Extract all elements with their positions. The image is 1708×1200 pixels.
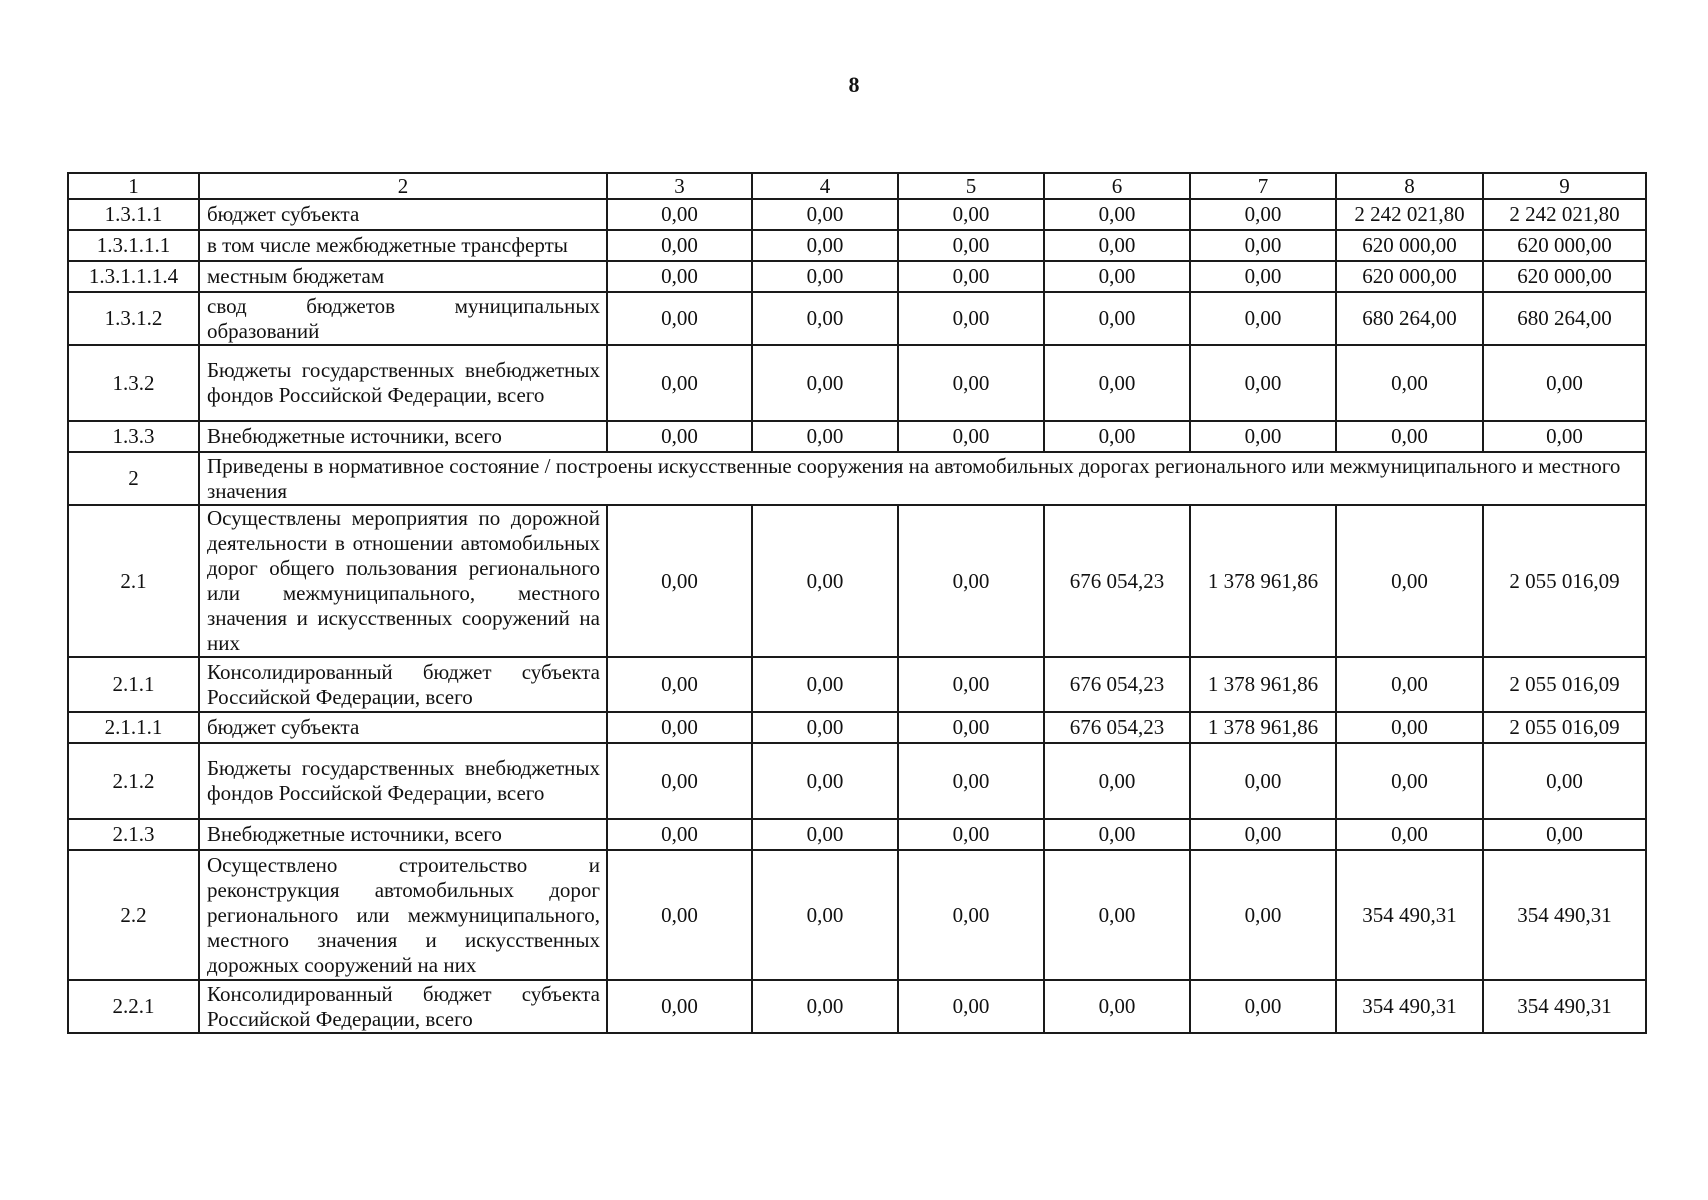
value-cell-col-5: 0,00 (898, 980, 1044, 1033)
value-cell-col-6: 0,00 (1044, 743, 1190, 819)
value-cell-col-8: 2 242 021,80 (1336, 199, 1483, 230)
row-description-cell: Бюджеты государственных внебюджетных фондов Российской Федерации, всего (199, 345, 607, 421)
value-cell-col-5: 0,00 (898, 712, 1044, 743)
table-row (68, 505, 1646, 657)
table-row (68, 199, 1646, 230)
value-cell-col-9: 2 055 016,09 (1483, 505, 1646, 657)
value-cell-col-3: 0,00 (607, 657, 752, 712)
table-row (68, 292, 1646, 345)
value-cell-col-5: 0,00 (898, 819, 1044, 850)
table-row (68, 421, 1646, 452)
value-cell-col-8: 620 000,00 (1336, 261, 1483, 292)
value-cell-col-9: 2 242 021,80 (1483, 199, 1646, 230)
row-description-cell: Консолидированный бюджет субъекта Российской Федерации, всего (199, 657, 607, 712)
value-cell-col-5: 0,00 (898, 261, 1044, 292)
value-cell-col-7: 0,00 (1190, 261, 1336, 292)
value-cell-col-5: 0,00 (898, 505, 1044, 657)
value-cell-col-6: 676 054,23 (1044, 505, 1190, 657)
value-cell-col-3: 0,00 (607, 261, 752, 292)
value-cell-col-9: 2 055 016,09 (1483, 712, 1646, 743)
value-cell-col-8: 680 264,00 (1336, 292, 1483, 345)
table-row (68, 345, 1646, 421)
value-cell-col-8: 0,00 (1336, 345, 1483, 421)
value-cell-col-6: 0,00 (1044, 261, 1190, 292)
table-row (68, 452, 1646, 505)
table-row (68, 712, 1646, 743)
value-cell-col-7: 1 378 961,86 (1190, 657, 1336, 712)
row-code-cell: 1.3.3 (68, 421, 199, 452)
value-cell-col-4: 0,00 (752, 819, 898, 850)
row-code-cell: 1.3.1.1.1.4 (68, 261, 199, 292)
value-cell-col-8: 0,00 (1336, 657, 1483, 712)
value-cell-col-7: 0,00 (1190, 850, 1336, 980)
value-cell-col-8: 354 490,31 (1336, 850, 1483, 980)
value-cell-col-8: 0,00 (1336, 712, 1483, 743)
value-cell-col-4: 0,00 (752, 743, 898, 819)
row-code-cell: 2.1.3 (68, 819, 199, 850)
value-cell-col-4: 0,00 (752, 230, 898, 261)
row-code-cell: 1.3.1.1 (68, 199, 199, 230)
value-cell-col-3: 0,00 (607, 345, 752, 421)
value-cell-col-9: 0,00 (1483, 421, 1646, 452)
table-row (68, 743, 1646, 819)
row-description-cell: Внебюджетные источники, всего (199, 421, 607, 452)
value-cell-col-6: 0,00 (1044, 230, 1190, 261)
table-row (68, 230, 1646, 261)
value-cell-col-9: 680 264,00 (1483, 292, 1646, 345)
value-cell-col-7: 0,00 (1190, 819, 1336, 850)
value-cell-col-4: 0,00 (752, 505, 898, 657)
value-cell-col-3: 0,00 (607, 199, 752, 230)
value-cell-col-6: 676 054,23 (1044, 712, 1190, 743)
table-row (68, 261, 1646, 292)
row-code-cell: 2.1.2 (68, 743, 199, 819)
value-cell-col-4: 0,00 (752, 421, 898, 452)
value-cell-col-6: 0,00 (1044, 980, 1190, 1033)
value-cell-col-6: 0,00 (1044, 345, 1190, 421)
value-cell-col-5: 0,00 (898, 292, 1044, 345)
value-cell-col-6: 676 054,23 (1044, 657, 1190, 712)
value-cell-col-9: 0,00 (1483, 743, 1646, 819)
value-cell-col-5: 0,00 (898, 199, 1044, 230)
header-cell: 6 (1044, 173, 1190, 199)
row-description-cell: Консолидированный бюджет субъекта Российской Федерации, всего (199, 980, 607, 1033)
table-row (68, 819, 1646, 850)
value-cell-col-4: 0,00 (752, 345, 898, 421)
value-cell-col-9: 620 000,00 (1483, 261, 1646, 292)
row-description-cell: в том числе межбюджетные трансферты (199, 230, 607, 261)
value-cell-col-9: 354 490,31 (1483, 980, 1646, 1033)
value-cell-col-7: 0,00 (1190, 292, 1336, 345)
section-title-cell: Приведены в нормативное состояние / построены искусственные сооружения на автомобильных дорогах регионального или межмуниципального и местного значения (199, 452, 1646, 505)
value-cell-col-9: 2 055 016,09 (1483, 657, 1646, 712)
value-cell-col-7: 0,00 (1190, 743, 1336, 819)
table-row (68, 657, 1646, 712)
row-code-cell: 2.2 (68, 850, 199, 980)
header-cell: 3 (607, 173, 752, 199)
value-cell-col-8: 0,00 (1336, 505, 1483, 657)
header-cell: 8 (1336, 173, 1483, 199)
value-cell-col-3: 0,00 (607, 230, 752, 261)
value-cell-col-5: 0,00 (898, 850, 1044, 980)
value-cell-col-9: 354 490,31 (1483, 850, 1646, 980)
value-cell-col-4: 0,00 (752, 980, 898, 1033)
row-code-cell: 1.3.2 (68, 345, 199, 421)
page-number: 8 (848, 72, 860, 97)
value-cell-col-7: 1 378 961,86 (1190, 712, 1336, 743)
row-code-cell: 2.1.1.1 (68, 712, 199, 743)
value-cell-col-3: 0,00 (607, 292, 752, 345)
value-cell-col-7: 0,00 (1190, 421, 1336, 452)
value-cell-col-8: 0,00 (1336, 421, 1483, 452)
row-description-cell: бюджет субъекта (199, 199, 607, 230)
value-cell-col-8: 620 000,00 (1336, 230, 1483, 261)
value-cell-col-5: 0,00 (898, 345, 1044, 421)
value-cell-col-8: 354 490,31 (1336, 980, 1483, 1033)
row-code-cell: 1.3.1.1.1 (68, 230, 199, 261)
budget-table (67, 172, 1647, 1034)
value-cell-col-5: 0,00 (898, 230, 1044, 261)
header-cell: 4 (752, 173, 898, 199)
value-cell-col-6: 0,00 (1044, 421, 1190, 452)
value-cell-col-4: 0,00 (752, 657, 898, 712)
value-cell-col-4: 0,00 (752, 712, 898, 743)
value-cell-col-7: 1 378 961,86 (1190, 505, 1336, 657)
value-cell-col-4: 0,00 (752, 292, 898, 345)
row-description-cell: Внебюджетные источники, всего (199, 819, 607, 850)
row-code-cell: 2 (68, 452, 199, 505)
value-cell-col-7: 0,00 (1190, 345, 1336, 421)
row-code-cell: 2.2.1 (68, 980, 199, 1033)
value-cell-col-8: 0,00 (1336, 743, 1483, 819)
row-code-cell: 1.3.1.2 (68, 292, 199, 345)
value-cell-col-3: 0,00 (607, 712, 752, 743)
value-cell-col-3: 0,00 (607, 980, 752, 1033)
value-cell-col-7: 0,00 (1190, 230, 1336, 261)
table-header-row (68, 173, 1646, 199)
value-cell-col-7: 0,00 (1190, 199, 1336, 230)
value-cell-col-3: 0,00 (607, 850, 752, 980)
value-cell-col-5: 0,00 (898, 657, 1044, 712)
value-cell-col-4: 0,00 (752, 850, 898, 980)
value-cell-col-6: 0,00 (1044, 292, 1190, 345)
header-cell: 7 (1190, 173, 1336, 199)
table-row (68, 980, 1646, 1033)
row-description-cell: Осуществлено строительство и реконструкция автомобильных дорог регионального или межмуниципального, местного значения и искусственных дорожных сооружений на них (199, 850, 607, 980)
value-cell-col-9: 0,00 (1483, 345, 1646, 421)
header-cell: 9 (1483, 173, 1646, 199)
row-description-cell: местным бюджетам (199, 261, 607, 292)
value-cell-col-5: 0,00 (898, 743, 1044, 819)
value-cell-col-3: 0,00 (607, 421, 752, 452)
value-cell-col-9: 0,00 (1483, 819, 1646, 850)
value-cell-col-3: 0,00 (607, 505, 752, 657)
value-cell-col-6: 0,00 (1044, 819, 1190, 850)
row-description-cell: Бюджеты государственных внебюджетных фондов Российской Федерации, всего (199, 743, 607, 819)
row-code-cell: 2.1.1 (68, 657, 199, 712)
row-description-cell: свод бюджетов муниципальных образований (199, 292, 607, 345)
value-cell-col-3: 0,00 (607, 819, 752, 850)
row-description-cell: Осуществлены мероприятия по дорожной деятельности в отношении автомобильных дорог общего пользования регионального или межмуниципального, местного значения и искусственных сооружений на них (199, 505, 607, 657)
value-cell-col-4: 0,00 (752, 261, 898, 292)
header-cell: 5 (898, 173, 1044, 199)
value-cell-col-4: 0,00 (752, 199, 898, 230)
value-cell-col-5: 0,00 (898, 421, 1044, 452)
value-cell-col-7: 0,00 (1190, 980, 1336, 1033)
value-cell-col-8: 0,00 (1336, 819, 1483, 850)
header-cell: 2 (199, 173, 607, 199)
value-cell-col-3: 0,00 (607, 743, 752, 819)
header-cell: 1 (68, 173, 199, 199)
value-cell-col-9: 620 000,00 (1483, 230, 1646, 261)
table-row (68, 850, 1646, 980)
value-cell-col-6: 0,00 (1044, 850, 1190, 980)
row-description-cell: бюджет субъекта (199, 712, 607, 743)
row-code-cell: 2.1 (68, 505, 199, 657)
value-cell-col-6: 0,00 (1044, 199, 1190, 230)
